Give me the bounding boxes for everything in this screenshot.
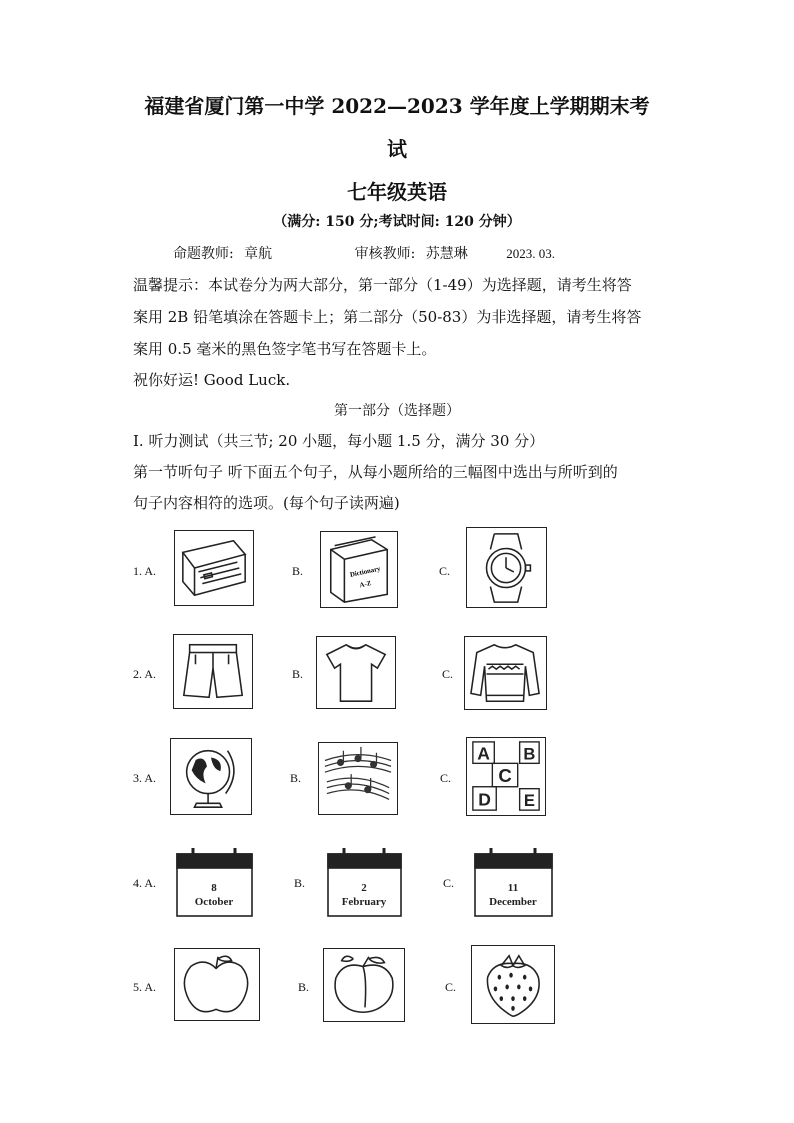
exam-title-line1: 福建省厦门第一中学 2022—2023 学年度上学期期末考 — [144, 94, 650, 118]
calendar-february-image — [324, 846, 405, 919]
teachers-line — [173, 243, 555, 263]
peach-image — [323, 948, 405, 1022]
apple-image — [174, 948, 260, 1021]
section-title: I. 听力测试（共三节; 20 小题，每小题 1.5 分，满分 30 分） — [133, 432, 545, 450]
alphabet-blocks-image — [466, 737, 546, 816]
music-notes-image — [318, 742, 398, 815]
block-letter-a: A — [477, 743, 490, 764]
exam-title-line2: 试 — [387, 137, 407, 161]
q1-b-label: B. — [292, 564, 304, 578]
pencil-case-image — [174, 530, 254, 606]
q1-c-label: C. — [439, 564, 451, 578]
calendar-month-february: February — [341, 896, 387, 908]
exam-date: 2023. 03. — [506, 246, 555, 261]
q2-label: 2. A. — [133, 667, 157, 681]
dictionary-word: Dictionary — [349, 565, 382, 579]
q4-c-label: C. — [443, 876, 455, 890]
q3-b-label: B. — [290, 771, 302, 785]
watch-image — [466, 527, 547, 608]
instruction-line1: 第一节听句子 听下面五个句子，从每小题所给的三幅图中选出与所听到的 — [133, 463, 618, 481]
instruction-line2: 句子内容相符的选项。(每个句子读两遍) — [133, 494, 400, 512]
calendar-day-8: 8 — [211, 882, 217, 894]
q5-b-label: B. — [298, 980, 310, 994]
q2-c-label: C. — [442, 667, 454, 681]
globe-image — [170, 738, 252, 815]
calendar-month-december: December — [489, 896, 537, 908]
block-letter-c: C — [498, 764, 512, 786]
shorts-image — [173, 634, 253, 709]
q3-c-label: C. — [440, 771, 452, 785]
sweater-image — [464, 636, 547, 710]
q2-b-label: B. — [292, 667, 304, 681]
part1-heading: 第一部分（选择题） — [334, 403, 460, 419]
q4-label: 4. A. — [133, 876, 157, 890]
calendar-october-image — [173, 846, 256, 919]
q4-b-label: B. — [294, 876, 306, 890]
subject-title: 七年级英语 — [347, 180, 447, 204]
notice-line3: 案用 0.5 毫米的黑色签字笔书写在答题卡上。 — [133, 340, 437, 358]
reviewer-label: 审核教师: — [354, 246, 416, 262]
block-letter-b: B — [523, 744, 536, 764]
block-letter-e: E — [523, 791, 535, 811]
score-time: （满分: 150 分;考试时间: 120 分钟） — [273, 214, 521, 230]
notice-line1: 温馨提示：本试卷分为两大部分，第一部分（1-49）为选择题，请考生将答 — [133, 276, 632, 294]
calendar-december-image — [471, 846, 556, 919]
q5-c-label: C. — [445, 980, 457, 994]
setter-label: 命题教师: — [173, 246, 234, 262]
q5-label: 5. A. — [133, 980, 157, 994]
calendar-month-october: October — [194, 896, 234, 908]
calendar-day-2: 2 — [361, 882, 367, 894]
strawberry-image — [471, 945, 555, 1024]
reviewer-name: 苏慧琳 — [425, 246, 468, 262]
q1-label: 1. A. — [133, 564, 157, 578]
t-shirt-image — [316, 636, 396, 709]
dictionary-image — [320, 531, 398, 608]
setter-name: 章航 — [244, 246, 273, 262]
q3-label: 3. A. — [133, 771, 157, 785]
wish-line: 祝你好运! Good Luck. — [133, 371, 291, 389]
block-letter-d: D — [478, 789, 491, 810]
notice-line2: 案用 2B 铅笔填涂在答题卡上；第二部分（50-83）为非选择题，请考生将答 — [133, 308, 642, 326]
calendar-day-11: 11 — [507, 882, 519, 894]
dictionary-range: A-Z — [359, 580, 372, 590]
